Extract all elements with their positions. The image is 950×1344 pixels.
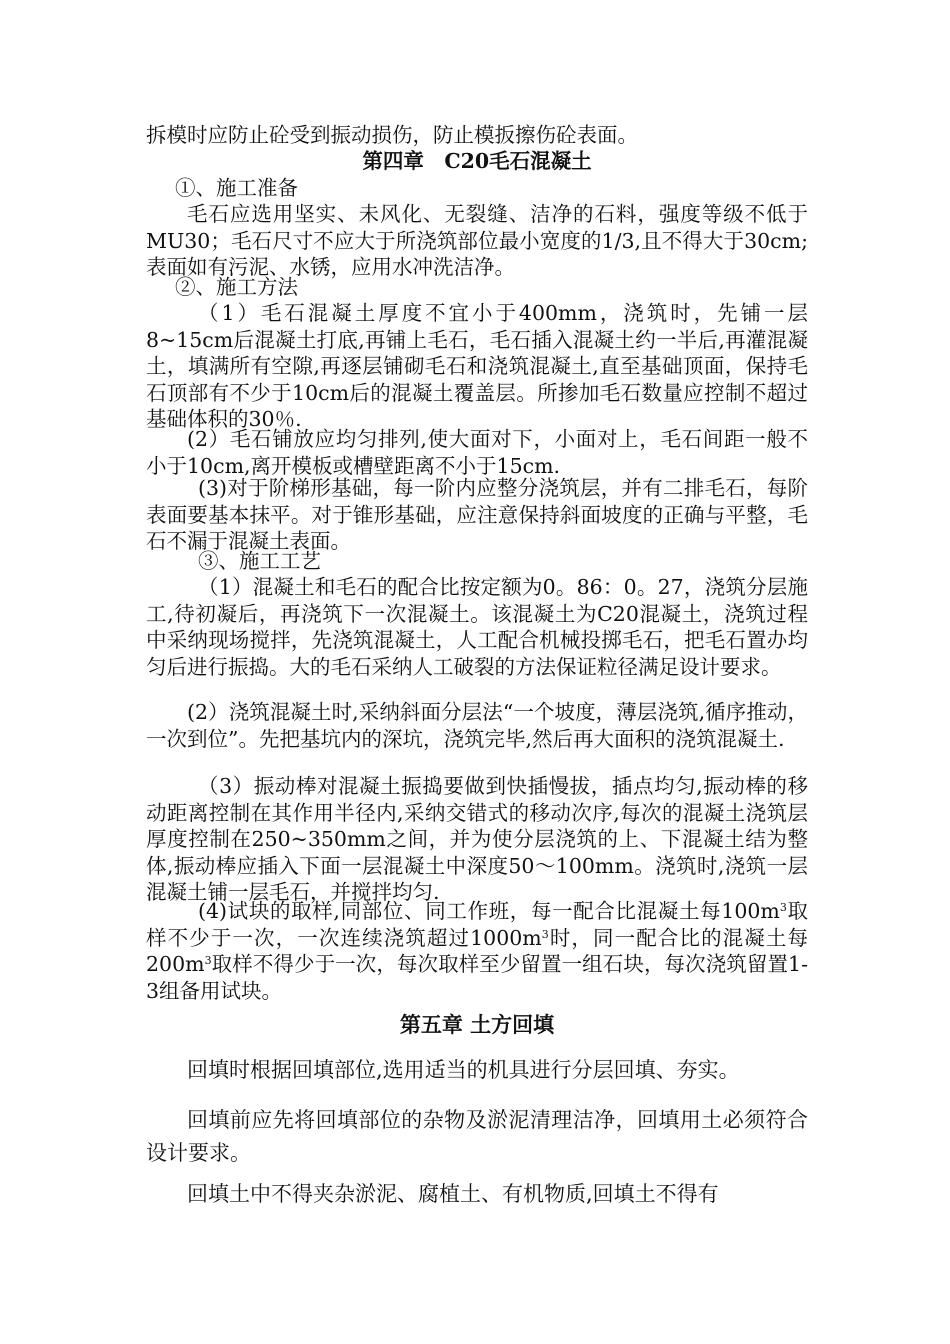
- paragraph-method-2: (2）毛石铺放应均匀排列,使大面对下，小面对上，毛石间距一般不小于10cm,离开模板或槽壁距离不小于15cm.: [146, 427, 808, 478]
- section-process-heading: ③、施工工艺: [198, 549, 321, 573]
- paragraph-demolding: 拆模时应防止砼受到振动损伤，防止模扳擦伤砼表面。: [146, 123, 638, 147]
- paragraph-method-1: （1）毛石混凝土厚度不宜小于400mm，浇筑时，先铺一层8~15cm后混凝土打底,再铺上毛石，毛石插入混凝土约一半后,再灌混凝土，填满所有空隙,再逐层铺砌毛石和浇筑混凝土,直至基础顶面，保持毛石顶部有不少于10cm后的混凝土覆盖层。所掺加毛石数量应控制不超过基础体积的30％.: [146, 301, 808, 431]
- superscript: 3: [779, 901, 787, 914]
- text-run: 时，同一配合比的混凝土每200m: [146, 925, 809, 976]
- chapter-4-title: 第四章 C20毛石混凝土: [362, 149, 592, 173]
- paragraph-stone-requirements: 毛石应选用坚实、未风化、无裂缝、洁净的石料，强度等级不低于MU30；毛石尺寸不应大于所浇筑部位最小宽度的1/3,且不得大于30cm;表面如有污泥、水锈，应用水冲洗洁净。: [146, 202, 808, 279]
- text-run: 取样不得少于一次，每次取样至少留置一组石块，每次浇筑留置1-3组备用试块。: [146, 952, 808, 1003]
- paragraph-process-4: [146, 898, 808, 1004]
- section-method-heading: ②、施工方法: [175, 275, 298, 299]
- superscript: 3: [204, 954, 212, 967]
- paragraph-process-1: （1）混凝土和毛石的配合比按定额为0。86：0。27，浇筑分层施工,待初凝后，再浇筑下一次混凝土。该混凝土为C20混凝土，浇筑过程中采纳现场搅拌，先浇筑混凝土，人工配合机械投掷毛石，把毛石置办均匀后进行振捣。大的毛石采纳人工破裂的方法保证粒径满足设计要求。: [146, 575, 808, 679]
- paragraph-method-3: (3)对于阶梯形基础，每一阶内应整分浇筑层，并有二排毛石，每阶表面要基本抹平。对于锥形基础，应注意保持斜面坡度的正确与平整，毛石不漏于混凝土表面。: [146, 476, 808, 553]
- text-run: (4)试块的取样,同部位、同工作班，每一配合比混凝土每100m: [198, 899, 780, 923]
- section-preparation-heading: ①、施工准备: [175, 176, 298, 200]
- text-run: 取样不少于一次，一次连续浇筑超过1000m: [146, 899, 809, 950]
- paragraph-process-2: (2）浇筑混凝土时,采纳斜面分层法“一个坡度，薄层浇筑,循序推动，一次到位”。先把基坑内的深坑，浇筑完毕,然后再大面积的浇筑混凝土.: [146, 700, 808, 751]
- paragraph-backfill-3: 回填土中不得夹杂淤泥、腐植土、有机物质,回填土不得有: [187, 1182, 719, 1206]
- chapter-5-title: 第五章 土方回填: [399, 1012, 555, 1037]
- superscript: 3: [541, 927, 549, 941]
- paragraph-backfill-1: 回填时根据回填部位,选用适当的机具进行分层回填、夯实。: [187, 1058, 740, 1082]
- paragraph-backfill-2: 回填前应先将回填部位的杂物及淤泥清理洁净，回填用土必须符合设计要求。: [146, 1108, 808, 1165]
- paragraph-process-3: （3）振动棒对混凝土振捣要做到快插慢拔，插点均匀,振动棒的移动距离控制在其作用半径内,采纳交错式的移动次序,每次的混凝土浇筑层厚度控制在250~350mm之间，并为使分层浇筑的上、下混凝土结为整体,振动棒应插入下面一层混凝土中深度50～100mm。浇筑时,浇筑一层混凝土铺一层毛石，并搅拌均匀.: [146, 774, 808, 904]
